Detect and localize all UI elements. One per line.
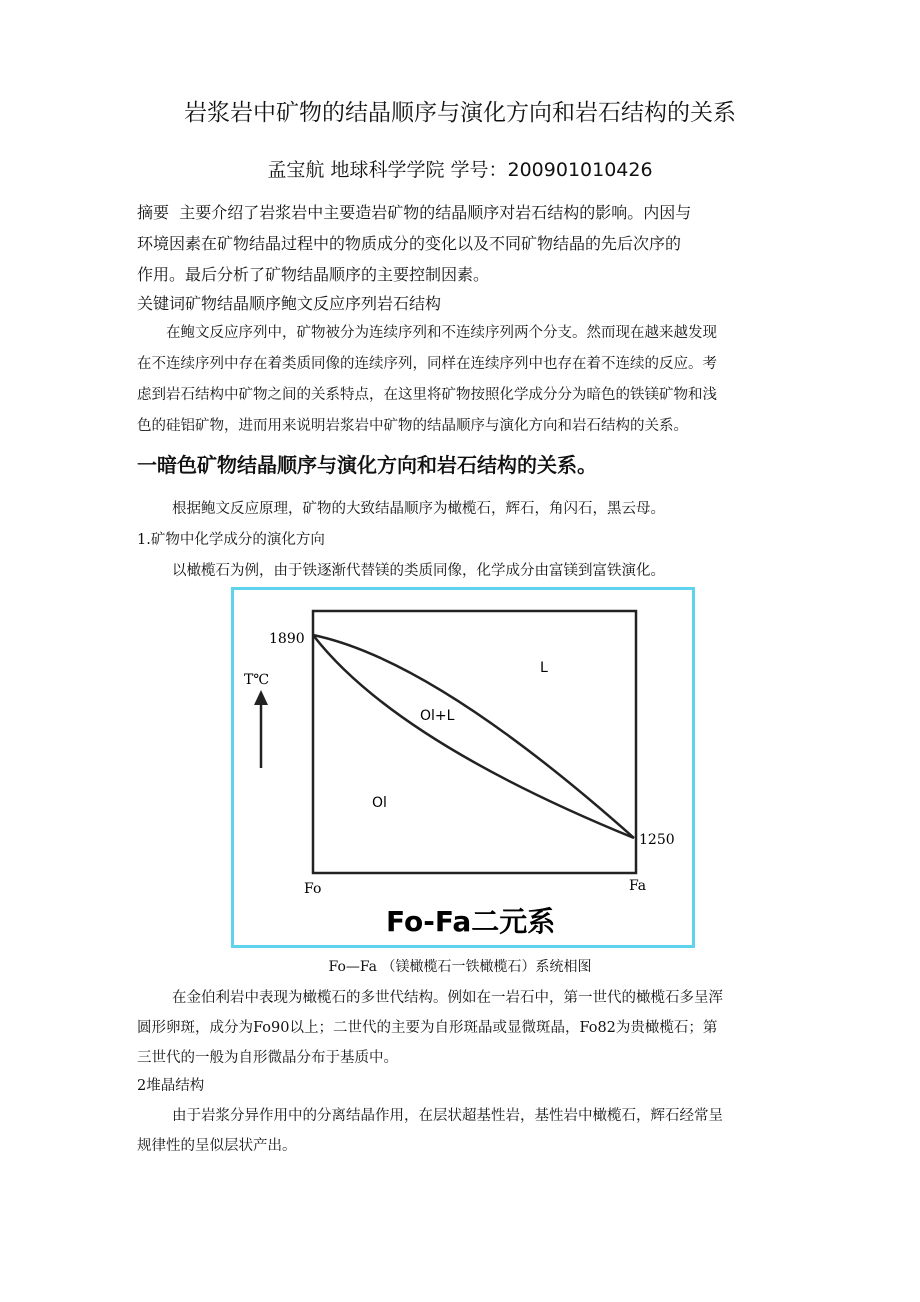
section1-paragraph: 根据鲍文反应原理，矿物的大致结晶顺序为橄榄石，辉石，角闪石，黑云母。 [172,501,665,517]
para2-line-2: 圆形卵斑，成分为Fo90以上；二世代的主要为自形斑晶或显微斑晶，Fo82为贵橄榄石；第 [137,1020,718,1036]
arrow-head-icon [254,690,268,705]
figure-caption: Fo—Fa （镁橄榄石一铁橄榄石）系统相图 [328,959,592,975]
solidus-curve [313,635,634,838]
para2-line-1: 在金伯利岩中表现为橄榄石的多世代结构。例如在一岩石中，第一世代的橄榄石多呈浑 [172,990,723,1006]
phase-diagram-figure [231,587,695,948]
abstract-line-3: 作用。最后分析了矿物结晶顺序的主要控制因素。 [137,265,490,284]
intro-line-2: 在不连续序列中存在着类质同像的连续序列，同样在连续序列中也存在着不连续的反应。考 [137,356,717,372]
section1-heading: 一暗色矿物结晶顺序与演化方向和岩石结构的关系。 [137,453,597,477]
intro-line-1: 在鲍文反应序列中，矿物被分为连续序列和不连续序列两个分支。然而现在越来越发现 [166,325,717,341]
intro-line-3: 虑到岩石结构中矿物之间的关系特点，在这里将矿物按照化学成分分为暗色的铁镁矿物和浅 [137,387,717,403]
keywords-text: 矿物结晶顺序鲍文反应序列岩石结构 [185,294,442,313]
abstract-text-1: 主要介绍了岩浆岩中主要造岩矿物的结晶顺序对岩石结构的影响。内因与 [179,203,692,222]
label-1250: 1250 [639,832,675,848]
label-fo: Fo [304,881,322,897]
label-liquid: L [540,660,548,676]
label-fa: Fa [629,878,647,894]
subsection1-heading: 1.矿物中化学成分的演化方向 [137,532,325,548]
label-ol-plus-l: Ol+L [420,708,455,724]
keywords-label: 关键词 [137,294,186,313]
label-olivine: Ol [372,795,387,811]
page-title: 岩浆岩中矿物的结晶顺序与演化方向和岩石结构的关系 [184,100,736,126]
author-line: 孟宝航 地球科学学院 学号：200901010426 [267,159,653,181]
abstract-line-1 [137,197,691,228]
phase-diagram [234,590,692,945]
para2-line-3: 三世代的一般为自形微晶分布于基质中。 [137,1050,398,1066]
subsection2-heading: 2堆晶结构 [137,1078,205,1094]
para3-line-2: 规律性的呈似层状产出。 [137,1138,297,1154]
abstract-label: 摘要 [137,203,170,222]
label-temperature: T℃ [244,672,269,688]
para3-line-1: 由于岩浆分异作用中的分离结晶作用，在层状超基性岩，基性岩中橄榄石，辉石经常呈 [172,1108,723,1124]
label-1890: 1890 [269,631,305,647]
keywords-line [137,288,441,319]
subsection1-paragraph: 以橄榄石为例，由于铁逐渐代替镁的类质同像，化学成分由富镁到富铁演化。 [172,563,665,579]
abstract-line-2: 环境因素在矿物结晶过程中的物质成分的变化以及不同矿物结晶的先后次序的 [137,234,682,253]
intro-line-4: 色的硅铝矿物，进而用来说明岩浆岩中矿物的结晶顺序与演化方向和岩石结构的关系。 [137,418,688,434]
figure-title: Fo-Fa二元系 [386,905,556,938]
liquidus-curve [313,635,634,838]
